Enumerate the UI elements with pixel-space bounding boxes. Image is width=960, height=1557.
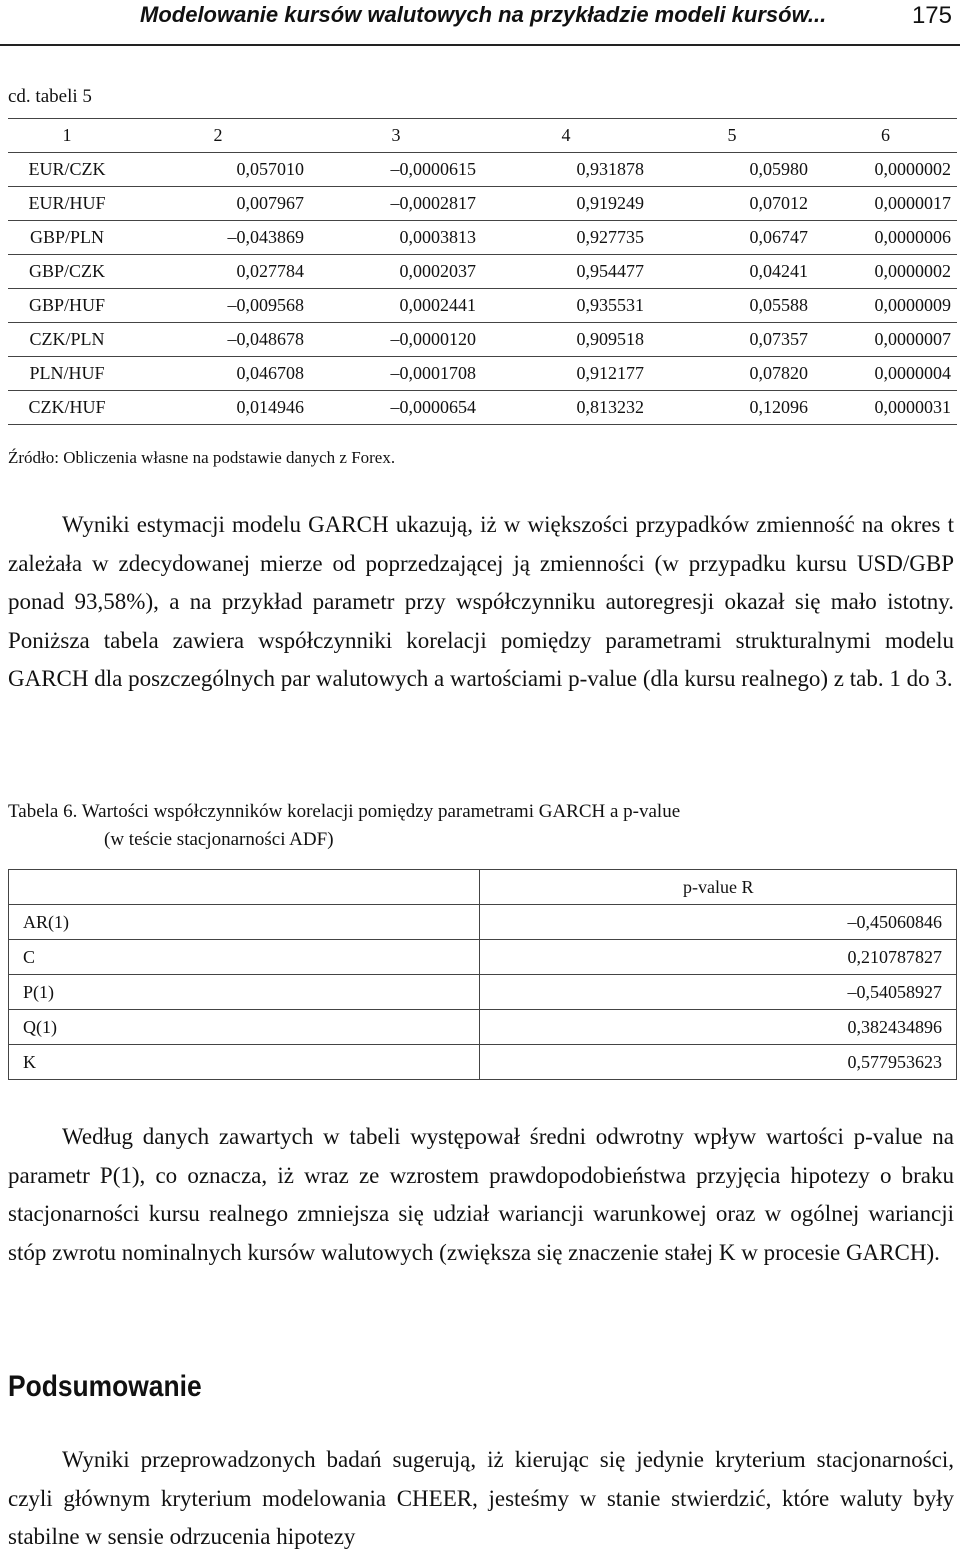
column-header: 2	[126, 119, 310, 153]
paragraph-text: Według danych zawartych w tabeli występował średni odwrotny wpływ wartości p-value na parametr P(1), co oznacza, iż wraz ze wzrostem prawdopodobieństwa przyjęcia hipotezy o braku stacjonarności kursu realnego zmniejsza się udział wariancji warunkowej oraz w ogólnej wariancji stóp zwrotu nominalnych kursów walutowych (zwiększa się znaczenie stałej K w procesie GARCH).	[8, 1124, 954, 1265]
value-cell: 0,014946	[126, 391, 310, 425]
table-5	[8, 118, 957, 425]
correlation-value-cell: 0,210787827	[480, 940, 957, 975]
value-cell: 0,12096	[650, 391, 814, 425]
section-heading: Podsumowanie	[8, 1370, 202, 1403]
table-row	[9, 940, 957, 975]
table-header-row	[9, 870, 957, 905]
caption-line: Tabela 6. Wartości współczynników korelacji pomiędzy parametrami GARCH a p-value	[8, 801, 681, 822]
column-header: 5	[650, 119, 814, 153]
value-cell: 0,813232	[482, 391, 650, 425]
value-cell: –0,0000654	[310, 391, 482, 425]
empty-header-cell	[9, 870, 480, 905]
correlation-value-cell: –0,54058927	[480, 975, 957, 1010]
parameter-cell: P(1)	[9, 975, 480, 1010]
correlation-value-cell: 0,382434896	[480, 1010, 957, 1045]
currency-pair-cell: GBP/PLN	[8, 221, 126, 255]
table-6	[8, 869, 957, 1080]
table-row	[8, 323, 957, 357]
value-cell: 0,06747	[650, 221, 814, 255]
currency-pair-cell: CZK/HUF	[8, 391, 126, 425]
correlation-value-cell: –0,45060846	[480, 905, 957, 940]
currency-pair-cell: EUR/HUF	[8, 187, 126, 221]
page-header	[0, 0, 960, 46]
table-row	[9, 1045, 957, 1080]
value-cell: 0,935531	[482, 289, 650, 323]
value-cell: 0,919249	[482, 187, 650, 221]
correlation-value-cell: 0,577953623	[480, 1045, 957, 1080]
paragraph-summary	[8, 1441, 954, 1557]
value-cell: 0,0000004	[814, 357, 957, 391]
value-cell: 0,0000009	[814, 289, 957, 323]
running-title: Modelowanie kursów walutowych na przykładzie modeli kursów...	[140, 2, 827, 27]
caption-line: (w teście stacjonarności ADF)	[104, 829, 334, 850]
value-cell: 0,07820	[650, 357, 814, 391]
column-header: 6	[814, 119, 957, 153]
value-cell: 0,046708	[126, 357, 310, 391]
column-header: 1	[8, 119, 126, 153]
value-cell: 0,0000031	[814, 391, 957, 425]
value-cell: 0,057010	[126, 153, 310, 187]
value-cell: 0,05980	[650, 153, 814, 187]
value-cell: 0,07012	[650, 187, 814, 221]
value-cell: –0,0000615	[310, 153, 482, 187]
currency-pair-cell: GBP/HUF	[8, 289, 126, 323]
value-cell: 0,0003813	[310, 221, 482, 255]
value-cell: 0,0000017	[814, 187, 957, 221]
column-header: 3	[310, 119, 482, 153]
table-row	[8, 153, 957, 187]
currency-pair-cell: CZK/PLN	[8, 323, 126, 357]
table-source-note: Źródło: Obliczenia własne na podstawie danych z Forex.	[8, 448, 396, 467]
parameter-cell: K	[9, 1045, 480, 1080]
paragraph-text: Wyniki estymacji modelu GARCH ukazują, iż w większości przypadków zmienność na okres t zależała w zdecydowanej mierze od poprzedzającej ją zmienności (w przypadku kursu USD/GBP ponad 93,58%), a na przykład parametr przy współczynniku autoregresji okazał się mało istotny. Poniższa tabela zawiera współczynniki korelacji pomiędzy parametrami strukturalnymi modelu GARCH dla poszczególnych par walutowych a wartościami p-value (dla kursu realnego) z tab. 1 do 3.	[8, 512, 954, 691]
value-cell: –0,009568	[126, 289, 310, 323]
paragraph-garch-results	[8, 506, 954, 699]
value-cell: –0,0001708	[310, 357, 482, 391]
table-header-row	[8, 119, 957, 153]
table-row	[8, 357, 957, 391]
currency-pair-cell: PLN/HUF	[8, 357, 126, 391]
currency-pair-cell: GBP/CZK	[8, 255, 126, 289]
table-6-caption	[8, 798, 680, 854]
value-cell: –0,0002817	[310, 187, 482, 221]
value-cell: 0,0002441	[310, 289, 482, 323]
parameter-cell: Q(1)	[9, 1010, 480, 1045]
value-cell: 0,05588	[650, 289, 814, 323]
value-cell: 0,954477	[482, 255, 650, 289]
table-row	[8, 289, 957, 323]
value-cell: 0,0000007	[814, 323, 957, 357]
table-row	[9, 975, 957, 1010]
column-header: p-value R	[480, 870, 957, 905]
table-continuation-label: cd. tabeli 5	[8, 86, 92, 107]
table-row	[8, 221, 957, 255]
value-cell: 0,0000002	[814, 153, 957, 187]
value-cell: –0,043869	[126, 221, 310, 255]
column-header: 4	[482, 119, 650, 153]
value-cell: 0,0002037	[310, 255, 482, 289]
value-cell: –0,0000120	[310, 323, 482, 357]
currency-pair-cell: EUR/CZK	[8, 153, 126, 187]
table-row	[9, 905, 957, 940]
value-cell: 0,07357	[650, 323, 814, 357]
paragraph-text: Wyniki przeprowadzonych badań sugerują, iż kierując się jedynie kryterium stacjonarności, czyli głównym kryterium modelowania CHEER, jesteśmy w stanie stwierdzić, które waluty były stabilne w sensie odrzucenia hipotezy	[8, 1447, 954, 1549]
value-cell: 0,027784	[126, 255, 310, 289]
page-number: 175	[911, 2, 952, 29]
paragraph-pvalue-influence	[8, 1118, 954, 1272]
value-cell: 0,912177	[482, 357, 650, 391]
value-cell: 0,04241	[650, 255, 814, 289]
parameter-cell: C	[9, 940, 480, 975]
value-cell: 0,007967	[126, 187, 310, 221]
table-row	[9, 1010, 957, 1045]
value-cell: 0,931878	[482, 153, 650, 187]
parameter-cell: AR(1)	[9, 905, 480, 940]
table-row	[8, 187, 957, 221]
value-cell: 0,0000006	[814, 221, 957, 255]
value-cell: –0,048678	[126, 323, 310, 357]
value-cell: 0,0000002	[814, 255, 957, 289]
value-cell: 0,909518	[482, 323, 650, 357]
table-row	[8, 391, 957, 425]
table-row	[8, 255, 957, 289]
value-cell: 0,927735	[482, 221, 650, 255]
